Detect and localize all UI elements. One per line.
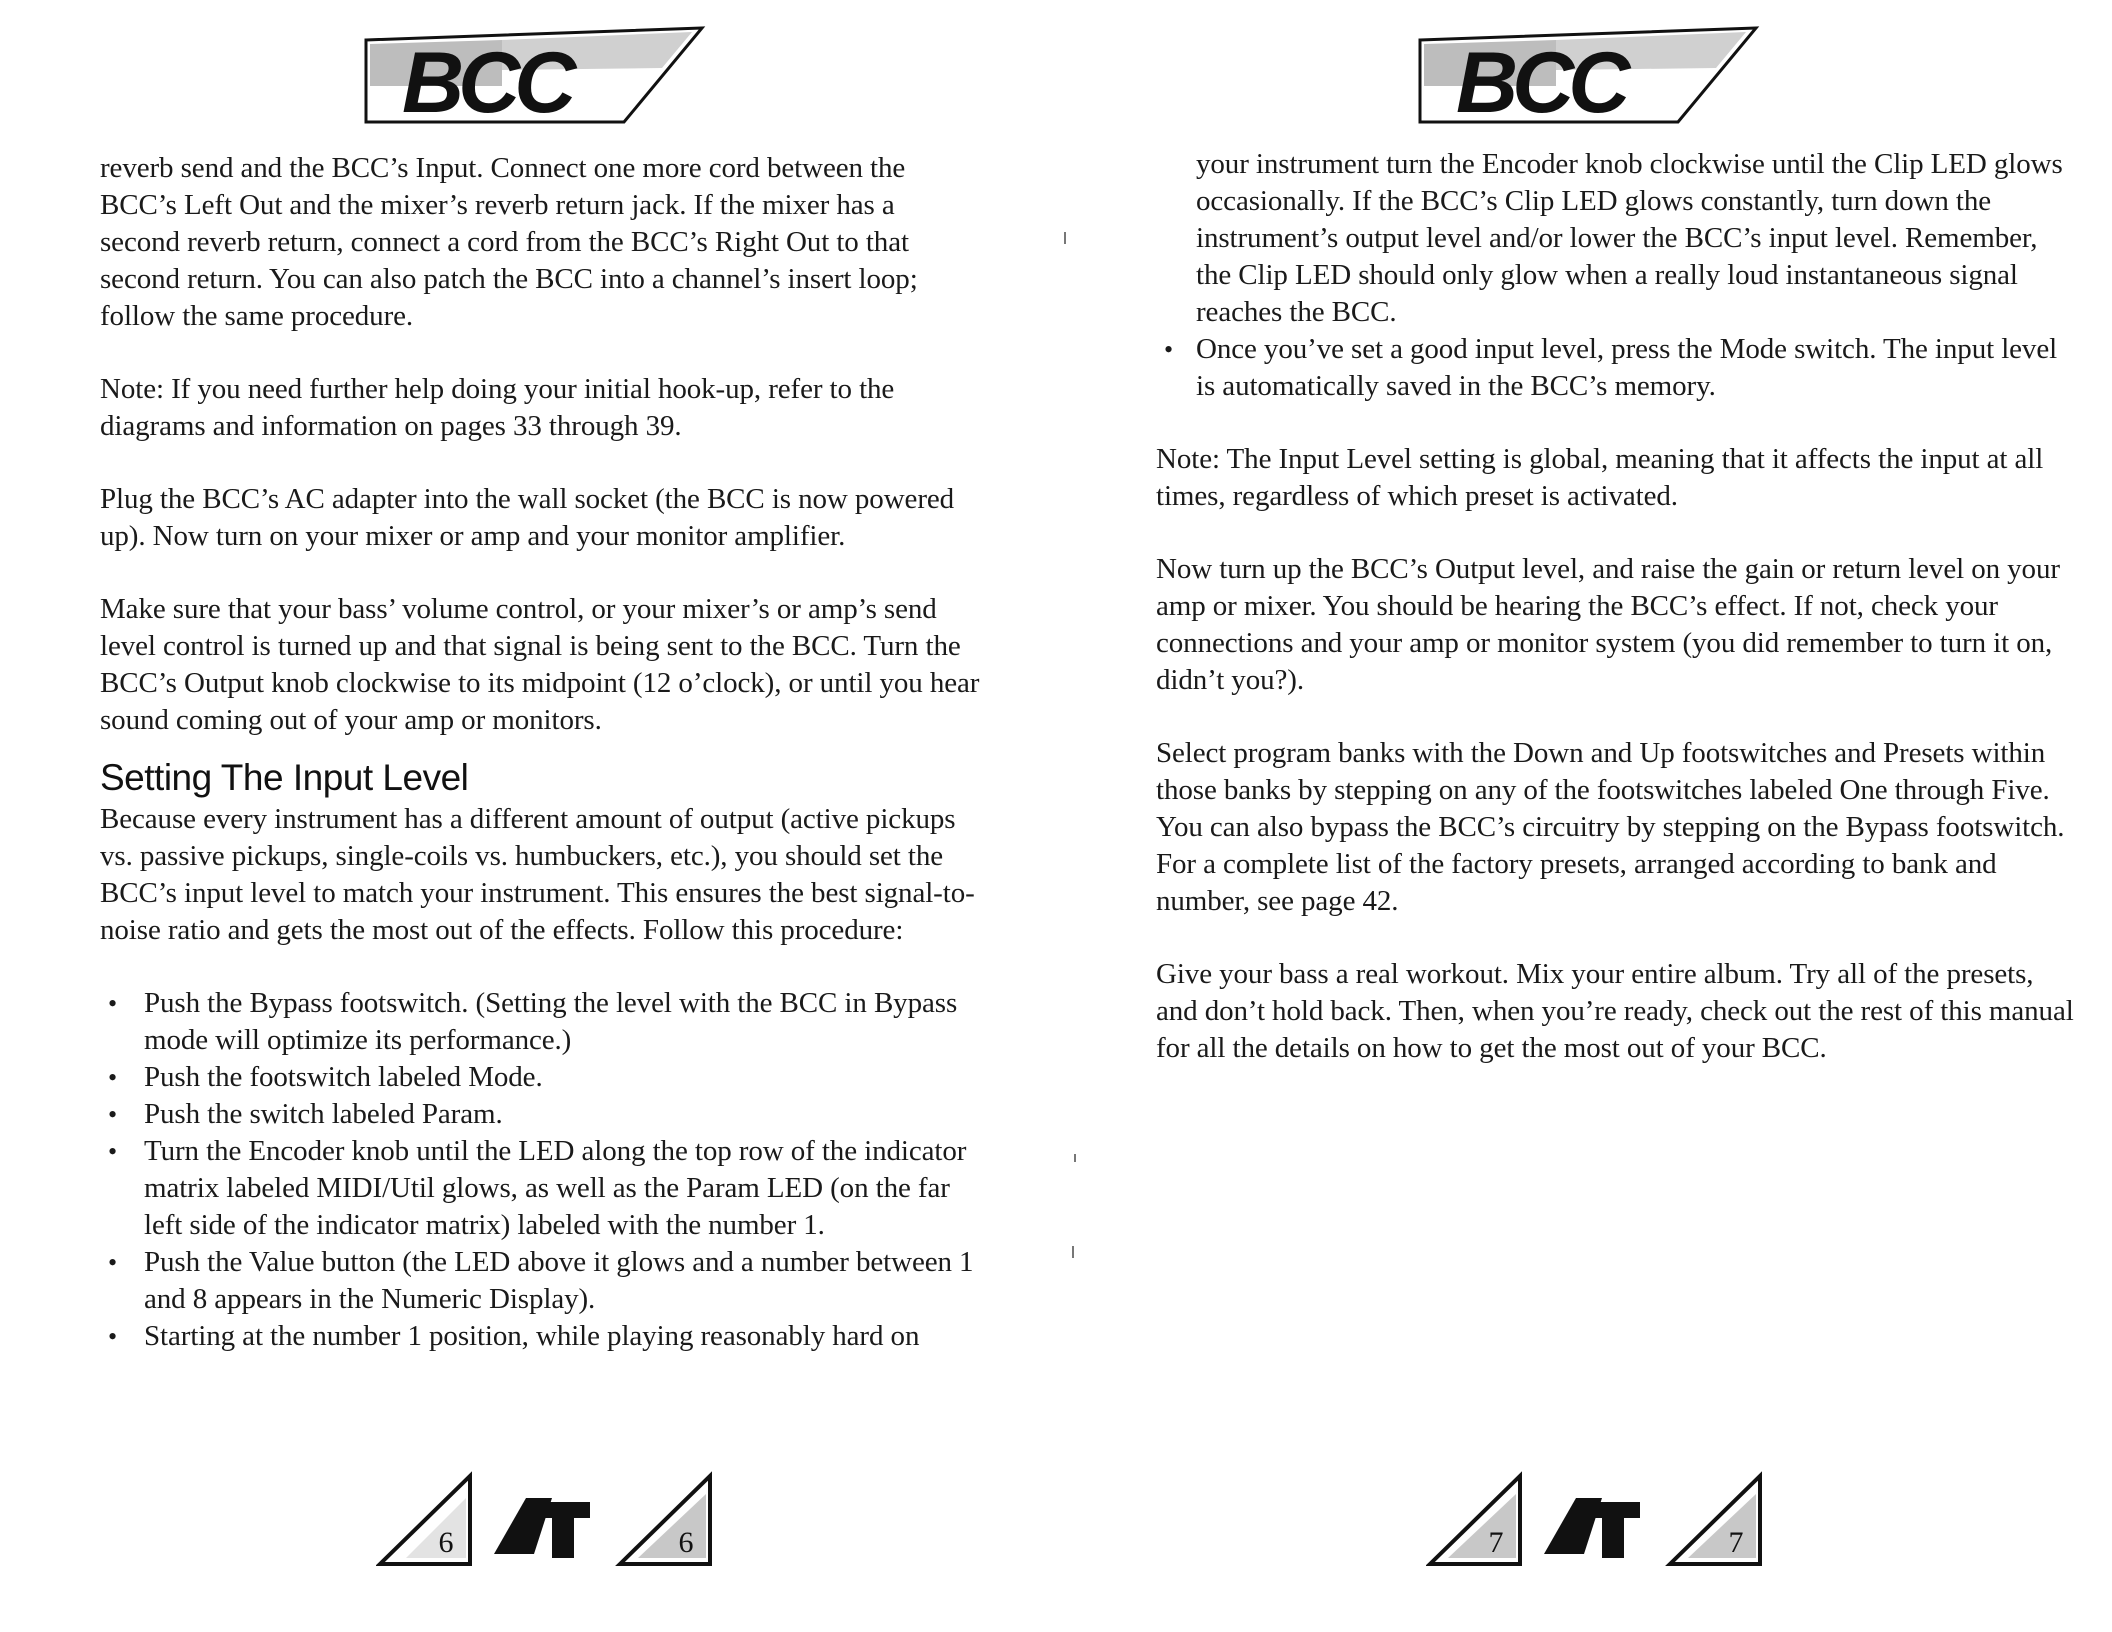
list-item: • Push the Bypass footswitch. (Setting the level with the BCC in Bypass mode will optimize its performance.) (100, 985, 980, 1059)
left-text-column (100, 150, 980, 1355)
list-item: • Push the Value button (the LED above it glows and a number between 1 and 8 appears in the Numeric Display). (100, 1244, 980, 1318)
procedure-list (100, 985, 980, 1355)
list-item: • Push the switch labeled Param. (100, 1096, 980, 1133)
bcc-logo-graphic (1416, 26, 1776, 126)
paragraph: Now turn up the BCC’s Output level, and raise the gain or return level on your amp or mixer. You should be hearing the BCC’s effect. If not, check your connections and your amp or monitor system (you did remember to turn it on, didn’t you?). (1156, 553, 2060, 696)
list-item-continued: your instrument turn the Encoder knob clockwise until the Clip LED glows occasionally. If the BCC’s Clip LED glows constantly, turn down the instrument’s output level and/or lower the BCC’s input level. Remember, the Clip LED should only glow when a really loud instantaneous signal reaches the BCC. (1196, 148, 2063, 328)
page-number: 7 (1728, 1526, 1744, 1559)
paragraph: Give your bass a real workout. Mix your entire album. Try all of the presets, and don’t hold back. Then, when you’re ready, check out the rest of this manual for all the details on how to get the most out of your BCC. (1156, 958, 2074, 1064)
paragraph: Select program banks with the Down and Up footswitches and Presets within those banks by stepping on any of the footswitches labeled One through Five. You can also bypass the BCC’s circuitry by stepping on the Bypass footswitch. For a complete list of the factory presets, arranged according to bank and number, see page 42. (1156, 737, 2065, 917)
scan-speck (1072, 1246, 1074, 1258)
list-item: • Turn the Encoder knob until the LED along the top row of the indicator matrix labeled MIDI/Util glows, as well as the Param LED (on the far left side of the indicator matrix) labeled with the number 1. (100, 1133, 980, 1244)
logo-text: BCC (402, 35, 571, 126)
page-number-triangle-left (380, 1476, 470, 1564)
paragraph: Note: The Input Level setting is global, meaning that it affects the input at all times, regardless of which preset is activated. (1156, 443, 2044, 512)
paragraph: Make sure that your bass’ volume control, or your mixer’s or amp’s send level control is turned up and that signal is being sent to the BCC. Turn the BCC’s Output knob clockwise to its midpoint (12 o’clock), or until you hear sound coming out of your amp or monitors. (100, 593, 980, 736)
list-item: • Push the footswitch labeled Mode. (100, 1059, 980, 1096)
paragraph: reverb send and the BCC’s Input. Connect one more cord between the BCC’s Left Out and the mixer’s reverb return jack. If the mixer has a second reverb return, connect a cord from the BCC’s Right Out to that second return. You can also patch the BCC into a channel’s insert loop; follow the same procedure. (100, 152, 918, 332)
paragraph: Plug the BCC’s AC adapter into the wall socket (the BCC is now powered up). Now turn on your mixer or amp and your monitor amplifier. (100, 483, 955, 552)
art-logo-icon (1544, 1498, 1640, 1558)
page-number-triangle-left (1430, 1476, 1520, 1564)
scan-speck (1074, 1154, 1076, 1162)
bcc-logo (1416, 26, 1776, 126)
bcc-logo (362, 26, 722, 126)
scan-speck (1064, 232, 1066, 244)
paragraph: Note: If you need further help doing your initial hook-up, refer to the diagrams and information on pages 33 through 39. (100, 373, 895, 442)
page-number: 7 (1488, 1526, 1504, 1559)
art-logo-icon (494, 1498, 590, 1558)
logo-text: BCC (1456, 35, 1625, 126)
right-page (1056, 0, 2112, 1632)
footer-graphic (1426, 1450, 1786, 1570)
section-heading: Setting The Input Level (100, 757, 469, 798)
list-item: • Once you’ve set a good input level, press the Mode switch. The input level is automatically saved in the BCC’s memory. (1156, 331, 2076, 405)
procedure-list-continued (1156, 146, 2076, 405)
bcc-logo-graphic (362, 26, 722, 126)
page-number-triangle-right (620, 1476, 710, 1564)
list-item: • Starting at the number 1 position, while playing reasonably hard on (100, 1318, 980, 1355)
page-number-triangle-right (1670, 1476, 1760, 1564)
footer-graphic (376, 1450, 736, 1570)
page-footer (376, 1450, 736, 1570)
section-intro: Because every instrument has a different amount of output (active pickups vs. passive pickups, single-coils vs. humbuckers, etc.), you should set the BCC’s input level to match your instrument. This ensures the best signal-to-noise ratio and gets the most out of the effects. Follow this procedure: (100, 803, 975, 946)
right-text-column (1156, 146, 2076, 1103)
page-number: 6 (678, 1526, 694, 1559)
page-number: 6 (438, 1526, 454, 1559)
page-footer (1426, 1450, 1786, 1570)
